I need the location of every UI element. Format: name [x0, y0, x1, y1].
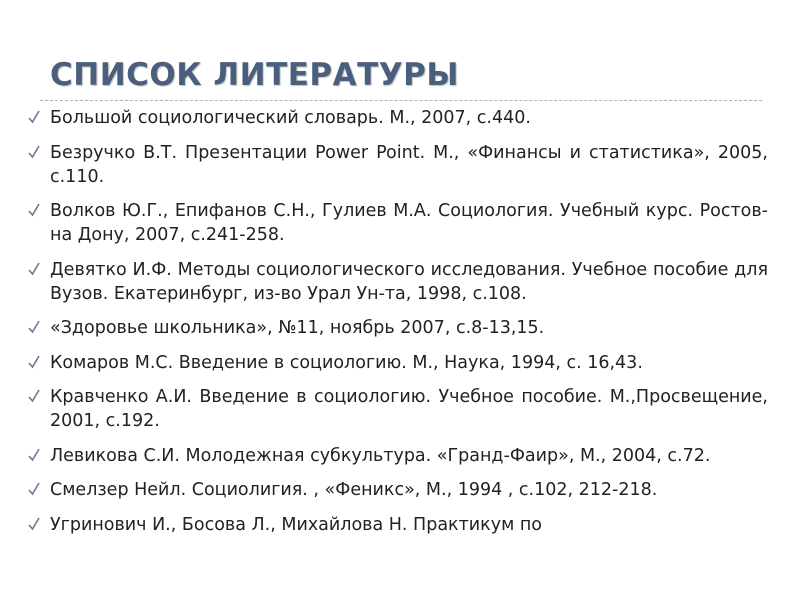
reference-item: [28, 141, 768, 189]
checkmark-icon: [28, 517, 40, 531]
reference-item: [28, 513, 768, 537]
reference-text: Кравченко А.И. Введение в социологию. Учебное пособие. М.,Просвещение, 2001, с.192.: [50, 387, 768, 431]
reference-text: Безручко В.Т. Презентации Power Point. М., «Финансы и статистика», 2005, с.110.: [50, 142, 768, 187]
reference-text: Большой социологический словарь. М., 2007, с.440.: [50, 108, 531, 128]
reference-text: Угринович И., Босова Л., Михайлова Н. Практикум по: [50, 514, 543, 535]
reference-item: [28, 199, 768, 247]
title-divider: [40, 100, 762, 101]
checkmark-icon: [28, 448, 40, 462]
reference-item: [28, 385, 768, 433]
checkmark-icon: [28, 482, 40, 496]
checkmark-icon: [28, 203, 40, 217]
reference-text: Волков Ю.Г., Епифанов С.Н., Гулиев М.А. Социология. Учебный курс. Ростов-на Дону, 2007, с.241-258.: [50, 201, 768, 245]
checkmark-icon: [28, 389, 40, 403]
reference-text: Левикова С.И. Молодежная субкультура. «Гранд-Фаир», М., 2004, с.72.: [50, 445, 711, 466]
reference-text: Девятко И.Ф. Методы социологического исследования. Учебное пособие для Вузов. Екатеринбург, из-во Урал Ун-та, 1998, с.108.: [50, 259, 768, 304]
checkmark-icon: [28, 110, 40, 124]
reference-item: [28, 258, 768, 306]
reference-text: Смелзер Нейл. Социолигия. , «Феникс», М., 1994 , с.102, 212-218.: [50, 480, 658, 500]
reference-item: [28, 351, 768, 375]
reference-text: «Здоровье школьника», №11, ноябрь 2007, с.8-13,15.: [50, 318, 545, 338]
slide-title: СПИСОК ЛИТЕРАТУРЫ: [50, 57, 459, 93]
reference-item: [28, 478, 768, 502]
checkmark-icon: [28, 320, 40, 334]
reference-list: [28, 106, 768, 547]
reference-item: [28, 106, 768, 130]
reference-item: [28, 444, 768, 468]
reference-text: Комаров М.С. Введение в социологию. М., Наука, 1994, с. 16,43.: [50, 352, 643, 373]
checkmark-icon: [28, 145, 40, 159]
checkmark-icon: [28, 355, 40, 369]
checkmark-icon: [28, 262, 40, 276]
reference-item: [28, 316, 768, 340]
